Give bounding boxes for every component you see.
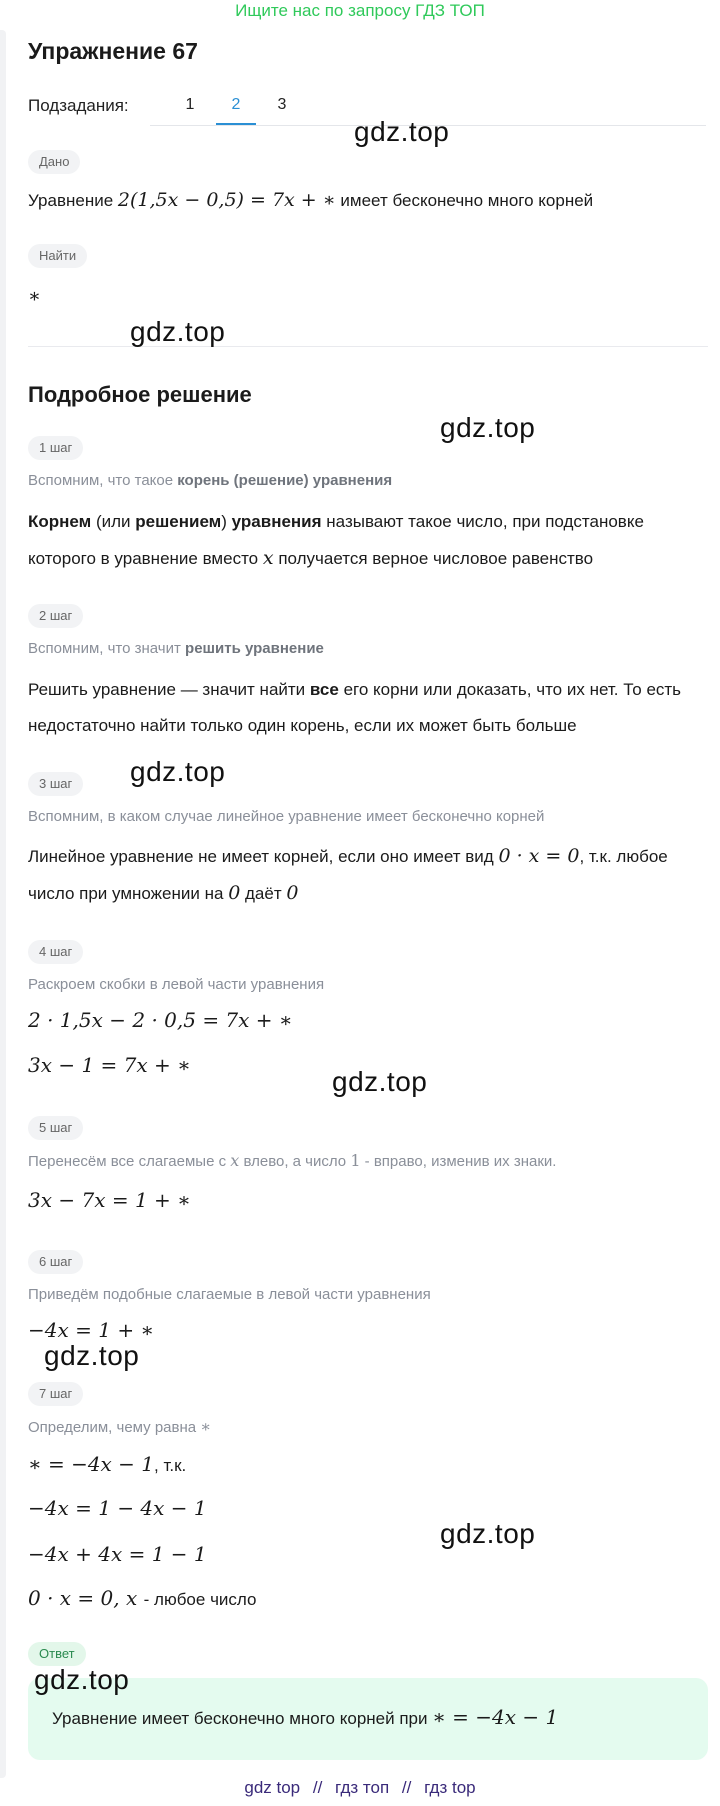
given-prefix: Уравнение (28, 191, 114, 210)
answer-text-body: Уравнение имеет бесконечно много корней при (52, 1709, 428, 1728)
step-6-math (28, 1318, 154, 1342)
tab-subtask-3[interactable]: 3 (277, 96, 287, 113)
step-3-math-3: 0 (286, 882, 299, 904)
given-equation: 2(1,5x − 0,5) = 7x + ∗ (117, 189, 336, 211)
footer-separator: // (401, 1778, 412, 1797)
step-1-word-equation: уравнения (231, 512, 322, 531)
step-1-definition-end: получается верное числовое равенство (278, 549, 594, 568)
step-1-word-or: (или (95, 512, 131, 531)
step-1-body (28, 504, 700, 577)
step-7-line-1-text: , т.к. (154, 1456, 187, 1475)
footer-links (0, 1778, 720, 1798)
step-2-hint (28, 638, 708, 660)
step-5-pill: 5 шаг (28, 1116, 83, 1140)
step-7-line-3-math: −4x + 4x = 1 − 1 (28, 1542, 207, 1566)
step-3-math-1: 0 · x = 0 (498, 845, 580, 867)
step-7-hint (28, 1416, 708, 1439)
tab-subtask-1[interactable]: 1 (185, 96, 195, 113)
footer-link-gdz-top-ru[interactable]: гдз топ (335, 1778, 390, 1797)
step-6-hint: Приведём подобные слагаемые в левой части уравнения (28, 1286, 431, 1303)
watermark: gdz.top (440, 412, 536, 443)
step-7-line-4-text: - любое число (143, 1590, 257, 1609)
watermark: gdz.top (354, 116, 450, 147)
step-5-hint-mid: влево, а число (243, 1153, 347, 1170)
step-2-hint-pre: Вспомним, что значит (28, 640, 181, 657)
step-1-hint (28, 470, 708, 492)
step-4-math-1 (28, 1008, 293, 1032)
step-2-text-bold: все (309, 680, 339, 699)
step-7-line-2-math: −4x = 1 − 4x − 1 (28, 1496, 207, 1520)
step-5-math (28, 1188, 191, 1212)
step-6-math-text: −4x = 1 + ∗ (28, 1318, 155, 1342)
step-6-pill: 6 шаг (28, 1250, 83, 1274)
step-5-hint (28, 1150, 708, 1173)
answer-math: ∗ = −4x − 1 (432, 1705, 559, 1729)
find-value (28, 284, 708, 309)
step-7-hint-pre: Определим, чему равна (28, 1419, 197, 1436)
find-pill: Найти (28, 244, 87, 268)
step-4-math-2 (28, 1053, 191, 1077)
step-1-hint-bold: корень (решение) уравнения (177, 472, 393, 489)
step-5-hint-one: 1 (350, 1151, 361, 1170)
step-7-line-2 (28, 1496, 207, 1520)
footer-separator: // (312, 1778, 323, 1797)
step-2-text-c: его корни или доказать, что их нет. То есть недостаточно найти только один корень, если их может быть больше (28, 680, 682, 735)
subtasks-label: Подзадания: (28, 96, 129, 115)
step-5-hint-pre: Перенесём все слагаемые с (28, 1153, 227, 1170)
step-4-hint: Раскроем скобки в левой части уравнения (28, 976, 325, 993)
step-7-line-1-math: ∗ = −4x − 1 (28, 1452, 155, 1476)
step-3-text-b: , т.к. любое число при умножении на (28, 847, 668, 903)
step-1-definition: называют такое число, при подстановке которого в уравнение вместо (28, 512, 644, 568)
step-1-hint-pre: Вспомним, что такое (28, 472, 174, 489)
step-2-text-a: Решить уравнение — значит найти (28, 680, 306, 699)
step-4-pill: 4 шаг (28, 940, 83, 964)
step-1-word-root: Корнем (28, 512, 92, 531)
given-text (28, 188, 708, 213)
step-5-hint-post: - вправо, изменив их знаки. (364, 1153, 557, 1170)
step-3-body (28, 838, 700, 912)
step-1-pill: 1 шаг (28, 436, 83, 460)
watermark: gdz.top (130, 316, 226, 347)
step-7-pill: 7 шаг (28, 1382, 83, 1406)
step-1-x: x (262, 547, 274, 569)
tab-subtask-2[interactable]: 2 (216, 92, 256, 125)
step-3-pill: 3 шаг (28, 772, 83, 796)
page-title: Упражнение 67 (28, 38, 198, 64)
step-5-math-text: 3x − 7x = 1 + ∗ (28, 1188, 191, 1212)
step-3-text-a: Линейное уравнение не имеет корней, если оно имеет вид (28, 847, 494, 866)
footer-link-gdz-top-mixed[interactable]: гдз top (424, 1778, 476, 1797)
given-suffix: имеет бесконечно много корней (340, 191, 594, 210)
step-2-pill: 2 шаг (28, 604, 83, 628)
step-1-word-solution: решением (135, 512, 222, 531)
step-3-hint: Вспомним, в каком случае линейное уравнение имеет бесконечно корней (28, 808, 545, 825)
step-5-hint-x: x (230, 1151, 240, 1170)
answer-pill: Ответ (28, 1642, 86, 1666)
top-banner-link[interactable]: Ищите нас по запросу ГДЗ ТОП (235, 1, 485, 20)
step-4-math-1-text: 2 · 1,5x − 2 · 0,5 = 7x + ∗ (28, 1008, 293, 1032)
step-3-text-c: даёт (245, 884, 282, 903)
step-4-math-2-text: 3x − 1 = 7x + ∗ (28, 1053, 191, 1077)
step-1-paren: ) (221, 512, 227, 531)
watermark: gdz.top (44, 1340, 140, 1371)
step-7-line-3 (28, 1542, 207, 1566)
left-border (0, 30, 6, 1778)
answer-text (52, 1704, 558, 1732)
find-value-math: ∗ (28, 285, 41, 307)
footer-link-gdz-top[interactable]: gdz top (244, 1778, 301, 1797)
step-7-hint-star: ∗ (200, 1417, 212, 1436)
step-2-hint-bold: решить уравнение (185, 640, 324, 657)
step-7-line-4-math: 0 · x = 0, x (28, 1586, 138, 1610)
watermark: gdz.top (34, 1664, 130, 1695)
watermark: gdz.top (332, 1066, 428, 1097)
watermark: gdz.top (130, 756, 226, 787)
watermark: gdz.top (440, 1518, 536, 1549)
step-2-body (28, 672, 700, 744)
step-7-line-4 (28, 1586, 256, 1610)
answer-box (28, 1678, 708, 1760)
step-3-math-2: 0 (228, 882, 241, 904)
given-pill: Дано (28, 150, 80, 174)
step-7-line-1 (28, 1452, 186, 1476)
solution-title: Подробное решение (28, 382, 252, 407)
